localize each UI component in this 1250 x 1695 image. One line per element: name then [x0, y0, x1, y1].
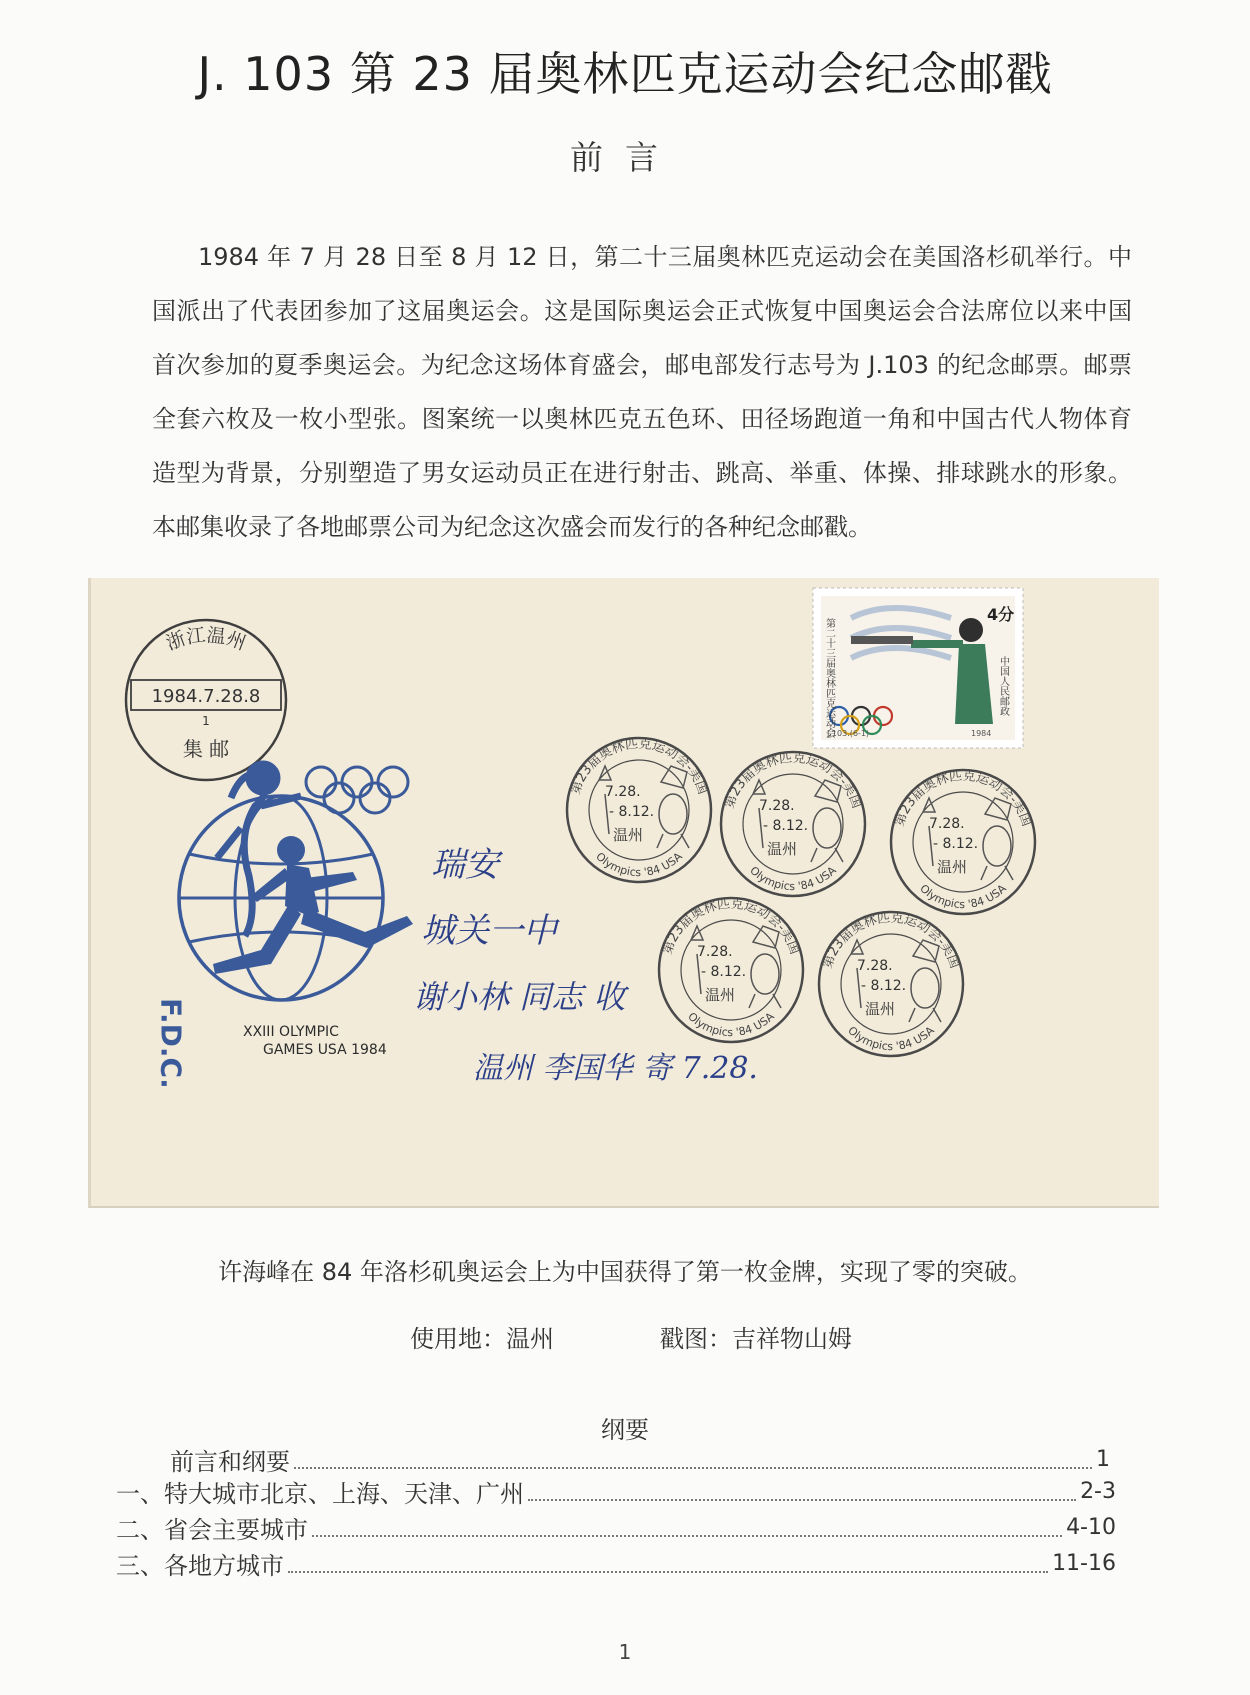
stamp-year: 1984: [971, 729, 992, 738]
address-line3: 谢小林 同志 收: [413, 978, 626, 1016]
usage-place: 使用地：温州: [410, 1325, 554, 1353]
cachet-text-line1: XXIII OLYMPIC: [243, 1024, 339, 1040]
cachet-text-line2: GAMES USA 1984: [263, 1042, 387, 1058]
first-day-cover: [88, 578, 1159, 1208]
toc-leader: [528, 1481, 1076, 1501]
toc-item-page: 4-10: [1066, 1514, 1116, 1540]
toc-item: [116, 1510, 1116, 1544]
toc-item-page: 1: [1096, 1446, 1110, 1472]
toc-item-page: 11-16: [1052, 1550, 1116, 1576]
stamp-value: 4分: [987, 605, 1015, 624]
postmark-top-text: 浙江温州: [163, 624, 249, 655]
postmark: [126, 620, 286, 780]
address-line1: 瑞安: [431, 845, 499, 885]
address-line2: 城关一中: [421, 911, 557, 951]
preface-paragraph: [152, 230, 1132, 554]
toc-leader: [312, 1517, 1062, 1537]
preface-text: 1984 年 7 月 28 日至 8 月 12 日，第二十三届奥林匹克运动会在美国洛杉矶举行。中国派出了代表团参加了这届奥运会。这是国际奥运会正式恢复中国奥运会合法席位以来中国首次参加的夏季奥运会。为纪念这场体育盛会，邮电部发行志号为 J.103 的纪念邮票。邮票全套六枚及一枚小型张。图案统一以奥林匹克五色环、田径场跑道一角和中国古代人物体育造型为背景，分别塑造了男女运动员正在进行射击、跳高、举重、体操、排球跳水的形象。本邮集收录了各地邮票公司为纪念这次盛会而发行的各种纪念邮戳。: [152, 243, 1132, 541]
cover-caption: 许海峰在 84 年洛杉矶奥运会上为中国获得了第一枚金牌，实现了零的突破。: [218, 1258, 1032, 1286]
toc-item-label: 三、各地方城市: [116, 1551, 284, 1580]
section-heading: 前言: [570, 138, 680, 177]
postmark-sub: 1: [202, 714, 210, 728]
toc-leader: [294, 1449, 1092, 1469]
toc-heading: 纲要: [601, 1416, 649, 1444]
cachet-illustration: [155, 762, 414, 1089]
svg-text:浙江温州: [163, 624, 249, 654]
stamp-vertical-right: 中国人民邮政: [997, 656, 1009, 716]
toc-item: [116, 1474, 1116, 1508]
fdc-letters: F.D.C.: [154, 998, 188, 1089]
toc-item-label: 一、特大城市北京、上海、天津、广州: [116, 1479, 524, 1508]
stamp-vertical-left: 第二十三届奥林匹克运动会: [823, 618, 835, 738]
page-number: 1: [618, 1640, 632, 1664]
toc-item-label: 二、省会主要城市: [116, 1515, 308, 1544]
postage-stamp: [813, 588, 1023, 748]
postmark-design: 戳图：吉祥物山姆: [660, 1325, 852, 1353]
postmark-bottom-text: 集 邮: [182, 737, 230, 761]
postmark-date: 1984.7.28.8: [151, 686, 261, 707]
sender-line: 温州 李国华 寄 7.28.: [473, 1051, 758, 1086]
toc-item-page: 2-3: [1080, 1478, 1116, 1504]
toc-item-label: 前言和纲要: [170, 1447, 290, 1476]
cover-artwork: '84 USA 2. 浙江温州 1984.7.28.8 1 集 邮 F.D.C. XXIII OLYMPIC GAMES USA 1984 第二十三届奥林匹克运动会 中国人民邮政 4分 J.103.(6-1) 1984 瑞安 城关一中 谢小林 同志 收 温州 李国华 寄 7.28.: [91, 578, 1159, 1206]
toc-item: [170, 1442, 1110, 1476]
stamp-code: J.103.(6-1): [827, 729, 870, 738]
toc-item: [116, 1546, 1116, 1580]
page-title: J. 103 第 23 届奥林匹克运动会纪念邮戳: [197, 47, 1053, 101]
toc-leader: [288, 1553, 1048, 1573]
